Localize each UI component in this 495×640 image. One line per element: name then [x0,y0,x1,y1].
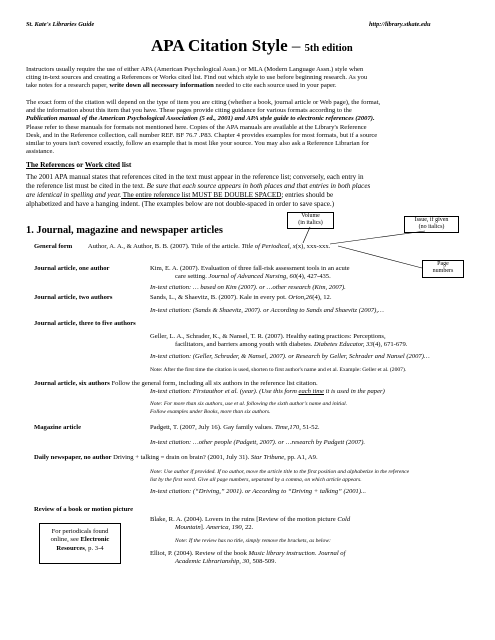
title-main: APA Citation Style [151,36,288,55]
entry-text: , 22. [241,524,254,531]
references-heading-a: The References [26,160,75,169]
entry-six-authors [34,380,318,388]
sidebox-line [40,545,120,553]
entry-text: Padgett, T. (2007, July 16). Gay family values. [150,424,275,431]
entry-note: list by the first word. Give all page numbers, separated by a comma, on which article appears. [150,477,362,483]
entry-italic: Mountain [175,524,201,531]
intext-citation: In-text citation: …other people (Padgett, 2007). or …research by Padgett (2007). [150,439,366,446]
intro-line: similar to yours isn't covered exactly, follow an example that is most like your source. You may also ask a Reference Librarian for [26,140,369,148]
entry-text [150,294,332,302]
intext-citation [150,388,385,396]
entry-text: Elliot, P. (2004). Review of the book [150,550,249,557]
sidebox-bold: Electronic [80,536,110,544]
entry-text [150,550,345,558]
sidebox-text: , p. 3-4 [84,544,104,552]
entry-text: Sands, L., & Shaevitz, B. (2007). Kale in every pot. [150,294,289,301]
entry-note: Note: For more than six authors, use et al. following the sixth author's name and initial. [150,401,348,407]
entry-label-one-author: Journal article, one author [34,265,110,272]
entry-note: Note: If the review has no title, simply remove the brackets, as below: [175,538,331,544]
entry-text: , pp. A1, A9. [284,454,318,461]
entry-note: Note: Use author if provided. If no author, move the article title to the first position and alphabetize in the reference [150,469,410,475]
volume-callout-line: Volume [301,213,320,219]
sidebox-bold: Resources [56,544,85,552]
sidebox-line: For periodicals found [51,528,109,535]
sidebox-line [40,536,120,544]
entry-text: (x), xxx-xxx. [295,243,331,250]
intro-line: assistance. [26,148,55,156]
entry-text: (4), 671-679. [372,341,408,348]
references-heading-c: list [120,160,132,169]
entry-text [175,558,276,566]
guide-title: St. Kate's Libraries Guide [26,21,95,28]
intext-citation: In-text citation: (Sands & Shaevitz, 2007). or According to Sands and Shaevitz (2007),… [150,307,384,314]
entry-text [175,341,407,349]
intro-line: Desk, and in the Reference collection, call number REF. BF 76.7 .P83. Chapter 4 provides examples for most formats, but if a source [26,131,378,139]
entry-label-review: Review of a book or motion picture [34,506,134,513]
entry-label: Journal article, six authors [34,380,110,387]
title-dash: – [287,36,305,55]
entry-text: Driving + talking = drain on brain? (2001, July 31). [111,454,251,461]
entry-italic: Time,170 [274,424,300,431]
entry-text: (4), 427-435. [296,273,331,280]
ref-line: The 2001 APA manual states that references cited in the text must appear in the reference list; conversely, each entry in [26,173,364,181]
issue-callout-line: Issue, if given [414,217,449,223]
entry-label-two-authors: Journal article, two authors [34,294,113,301]
entry-italic: Journal of [318,550,346,557]
intro-text: needed to cite each source used in your paper. [213,82,337,90]
entry-italic: Diabetes Educator, 33 [313,341,373,348]
entry-newspaper [34,454,318,462]
intro-line: citing in-text sources and creating a References or Works cited list. Find out which style to use before beginning research. As you [26,74,368,82]
entry-general-form [34,243,330,251]
entry-text: Follow the general form, including all six authors in the reference list citation. [109,380,318,387]
intext-underline: each time [298,388,324,395]
online-periodicals-note [39,523,121,564]
entry-text: . [314,550,319,557]
entry-italic: Orion,26 [288,294,313,301]
entry-label-three-five: Journal article, three to five authors [34,320,136,327]
section-1-heading: 1. Journal, magazine and newspaper articles [26,225,223,236]
page-callout-line: Page [437,261,449,267]
ref-text: ; entries should be [281,191,334,199]
entry-text: facilitators, and barriers among youth with diabetes. [175,341,314,348]
intext-citation: In-text citation: (Geller, Schrader, & Nansel, 2007). or Research by Geller, Schrader and Nansel (2007)… [150,353,430,360]
entry-text: Author, A. A., & Author, B. B. (2007). Title of the article. [87,243,242,250]
entry-label-magazine: Magazine article [34,424,82,431]
entry-text: Blake, R. A. (2004). Lovers in the ruins [Review of the motion picture [150,516,338,523]
entry-italic: Music library instruction [248,550,315,557]
references-heading-b: Work cited [84,160,121,169]
entry-italic: Academic Librarianship, 30 [175,558,250,565]
entry-text: , 51-52. [299,424,320,431]
intro-text: take notes for a research paper, [26,82,110,90]
intro-bold: write down all necessary information [109,82,214,90]
ref-text: the reference list must be cited in the text. [26,182,147,190]
ref-italic: Be sure that each source appears in both places and that entries in both places [146,182,371,190]
entry-italic: Cold [337,516,351,523]
entry-text: Geller, L. A., Schrader, K., & Nansel, T. R. (2007). Healthy eating practices: Perceptions, [150,333,386,340]
sidebox-text: online, see [50,536,81,544]
intext-text: it is used in the paper) [323,388,385,395]
title-edition: 5th edition [304,43,353,54]
entry-label: Daily newspaper, no author [34,454,112,461]
entry-italic: Title of Periodical, x [241,243,296,250]
entry-italic: Journal of Advanced Nursing, 60 [208,273,297,280]
entry-italic: America, 190 [206,524,242,531]
entry-label: General form [34,243,73,250]
entry-text [175,273,331,281]
entry-italic: Star Tribune [250,454,285,461]
volume-arrow [303,227,310,243]
intext-text: In-text citation: Firstauthor et al. (year). (Use this form [150,388,299,395]
entry-text: ]. [200,524,207,531]
entry-text: Kim, E. A. (2007). Evaluation of three fall-risk assessment tools in an acute [150,265,350,272]
entry-text [150,424,320,432]
intext-citation: In-text citation: … based on Kim (2007). or …other research (Kim, 2007). [150,284,346,291]
intro-line: The exact form of the citation will depend on the type of item you are citing (whether a book, journal article or Web page), the format, [26,99,381,106]
ref-underline: The entire reference list MUST BE DOUBLE SPACED [121,191,282,199]
intro-line: Instructors usually require the use of either APA (American Psychological Assn.) or MLA (Modern Language Assn.) style when [26,66,364,73]
page-arrow [338,246,422,268]
entry-note: Follow examples under Books, more than six authors. [150,409,271,415]
references-heading-or: or [74,160,85,169]
page-callout-line: numbers [432,268,454,275]
intro-line: and the information about this item that you have. These pages provide citing guidance for various formats according to the [26,107,352,115]
issue-arrow [330,231,425,244]
intro-line: Publication manual of the American Psychological Association (5 ed., 2001) and APA style guide to electronic references (2007). [26,115,375,123]
intro-line: Please refer to these manuals for formats not mentioned here. Copies of the APA manuals are available at the Library's Reference [26,123,367,131]
entry-text: (4), 12. [312,294,332,301]
ref-line: alphabetized and have a hanging indent. (The examples below are not double-spaced in order to save space.) [26,200,335,208]
issue-callout-line: (no italics) [418,224,445,231]
volume-callout-line: (in italics) [298,220,323,227]
library-url[interactable]: http://library.stkate.edu [369,21,431,28]
entry-text: , 508-509. [249,558,277,565]
ref-italic: are identical in spelling and year. [26,191,122,199]
intext-citation: In-text citation: (“Driving,” 2001). or According to “Driving + talking” (2001)... [150,488,366,495]
entry-text: care setting. [175,273,209,280]
entry-text [150,516,350,524]
entry-text [175,524,253,532]
entry-note: Note: After the first time the citation is used, shorten to first author's name and et al. Example: Geller et al. (2007). [150,367,407,373]
